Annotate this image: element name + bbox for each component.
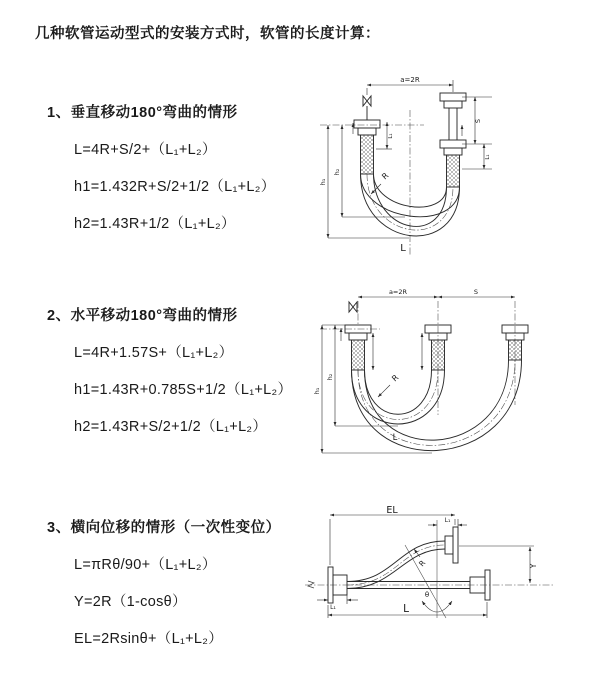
dim-label-y: Y <box>529 563 538 569</box>
formula-h2: h2=1.43R+S/2+1/2（L₁+L₂） <box>74 419 268 435</box>
dim-label-h1: h₁ <box>313 387 321 395</box>
centerlines <box>305 520 555 618</box>
dim-label-l1-right: L₁ <box>485 154 491 160</box>
formula-length: L=πRθ/90+（L₁+L₂） <box>74 557 217 573</box>
dimension-lines <box>322 297 515 453</box>
radius-label: R <box>416 558 428 569</box>
diagram-lateral-displacement <box>303 505 598 655</box>
formula-h1: h1=1.43R+0.785S+1/2（L₁+L₂） <box>74 382 293 398</box>
radius-label: R <box>380 170 391 182</box>
formula-length: L=4R+1.57S+（L₁+L₂） <box>74 345 234 361</box>
dimension-lines <box>317 515 534 618</box>
dim-label-s: S <box>474 118 482 124</box>
dim-label-a2r: a=2R <box>400 76 420 84</box>
dim-label-l1-top: L₁ <box>444 517 451 524</box>
section-heading: 1、垂直移动180°弯曲的情形 <box>47 105 238 121</box>
formula-length: L=4R+S/2+（L₁+L₂） <box>74 142 217 158</box>
formula-el: EL=2Rsinθ+（L₁+L₂） <box>74 631 224 647</box>
radius-label: R <box>390 372 401 384</box>
section-heading: 2、水平移动180°弯曲的情形 <box>47 308 238 324</box>
break-mark <box>308 581 314 588</box>
dim-label-h2: h₂ <box>333 168 341 176</box>
dim-label-l1-left: L₁ <box>388 133 394 139</box>
dim-label-l1-bottom: L₁ <box>330 604 336 611</box>
valve-icon <box>349 302 357 312</box>
diagram-horizontal-180-bend <box>310 285 600 465</box>
length-label: L <box>403 603 409 615</box>
dim-label-el: EL <box>386 505 398 516</box>
valve-icon <box>363 96 371 120</box>
formula-h1: h1=1.432R+S/2+1/2（L₁+L₂） <box>74 179 276 195</box>
formula-y: Y=2R（1-cosθ） <box>74 594 187 610</box>
length-label: L <box>400 243 406 254</box>
dim-label-h1: h₁ <box>319 178 327 186</box>
dim-label-a2r: a=2R <box>388 288 408 296</box>
dim-label-s: S <box>473 288 479 296</box>
section-lateral-displacement <box>47 516 281 648</box>
section-vertical-movement <box>47 101 276 233</box>
length-label: L <box>392 433 398 443</box>
diagram-vertical-180-bend <box>312 72 582 262</box>
page-title: 几种软管运动型式的安装方式时，软管的长度计算： <box>35 26 380 42</box>
hose-assembly <box>328 527 490 603</box>
section-heading: 3、横向位移的情形（一次性变位） <box>47 520 281 536</box>
angle-label: θ <box>424 591 430 599</box>
centerlines <box>320 301 515 445</box>
dim-label-h2: h₂ <box>326 373 334 381</box>
hose-assembly <box>345 302 528 451</box>
section-horizontal-movement <box>47 304 292 436</box>
formula-h2: h2=1.43R+1/2（L₁+L₂） <box>74 216 236 232</box>
